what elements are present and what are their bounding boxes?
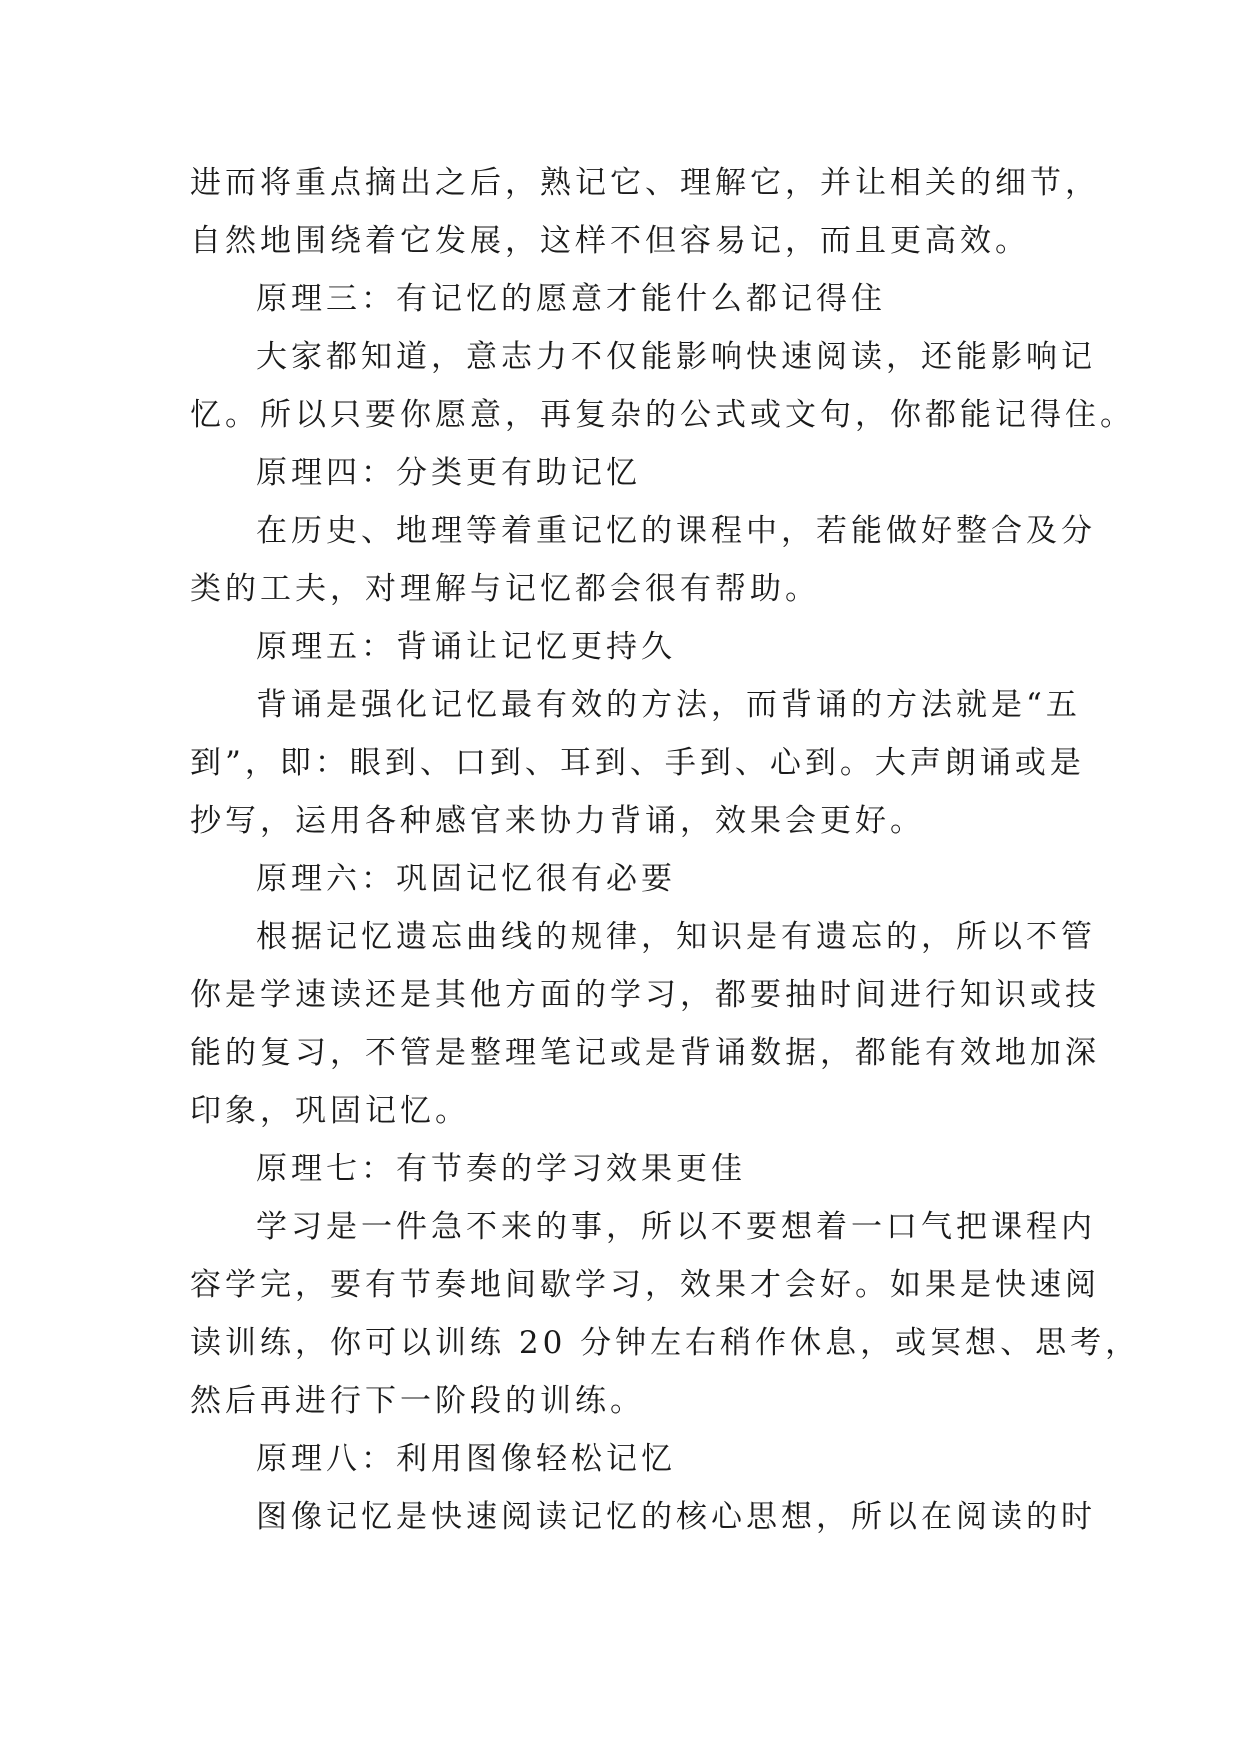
- text-line: 你是学速读还是其他方面的学习，都要抽时间进行知识或技: [190, 977, 1100, 1013]
- text-line: 自然地围绕着它发展，这样不但容易记，而且更高效。: [190, 223, 1030, 259]
- section-heading: 原理三：有记忆的愿意才能什么都记得住: [256, 281, 886, 317]
- section-heading: 原理四：分类更有助记忆: [256, 455, 641, 491]
- text-line: 印象，巩固记忆。: [190, 1093, 470, 1129]
- text-line: 进而将重点摘出之后，熟记它、理解它，并让相关的细节，: [190, 165, 1100, 201]
- text-line: 忆。所以只要你愿意，再复杂的公式或文句，你都能记得住。: [190, 397, 1135, 433]
- section-heading: 原理七：有节奏的学习效果更佳: [256, 1151, 746, 1187]
- text-line: 大家都知道，意志力不仅能影响快速阅读，还能影响记: [256, 339, 1096, 375]
- section-heading: 原理五：背诵让记忆更持久: [256, 629, 676, 665]
- text-line: 图像记忆是快速阅读记忆的核心思想，所以在阅读的时: [256, 1499, 1096, 1535]
- text-line: 能的复习，不管是整理笔记或是背诵数据，都能有效地加深: [190, 1035, 1100, 1071]
- document-body: [190, 154, 1141, 1546]
- text-line: 在历史、地理等着重记忆的课程中，若能做好整合及分: [256, 513, 1096, 549]
- text-line: 类的工夫，对理解与记忆都会很有帮助。: [190, 571, 820, 607]
- text-line: 根据记忆遗忘曲线的规律，知识是有遗忘的，所以不管: [256, 919, 1096, 955]
- text-line: 背诵是强化记忆最有效的方法，而背诵的方法就是“五: [256, 687, 1081, 723]
- text-line: 读训练，你可以训练 20 分钟左右稍作休息，或冥想、思考，: [190, 1325, 1141, 1361]
- text-line: 然后再进行下一阶段的训练。: [190, 1383, 645, 1419]
- section-heading: 原理六：巩固记忆很有必要: [256, 861, 676, 897]
- text-line: 抄写，运用各种感官来协力背诵，效果会更好。: [190, 803, 925, 839]
- text-line: 到”，即：眼到、口到、耳到、手到、心到。大声朗诵或是: [190, 745, 1085, 781]
- text-line: 容学完，要有节奏地间歇学习，效果才会好。如果是快速阅: [190, 1267, 1100, 1303]
- text-line: 学习是一件急不来的事，所以不要想着一口气把课程内: [256, 1209, 1096, 1245]
- section-heading: 原理八：利用图像轻松记忆: [256, 1441, 676, 1477]
